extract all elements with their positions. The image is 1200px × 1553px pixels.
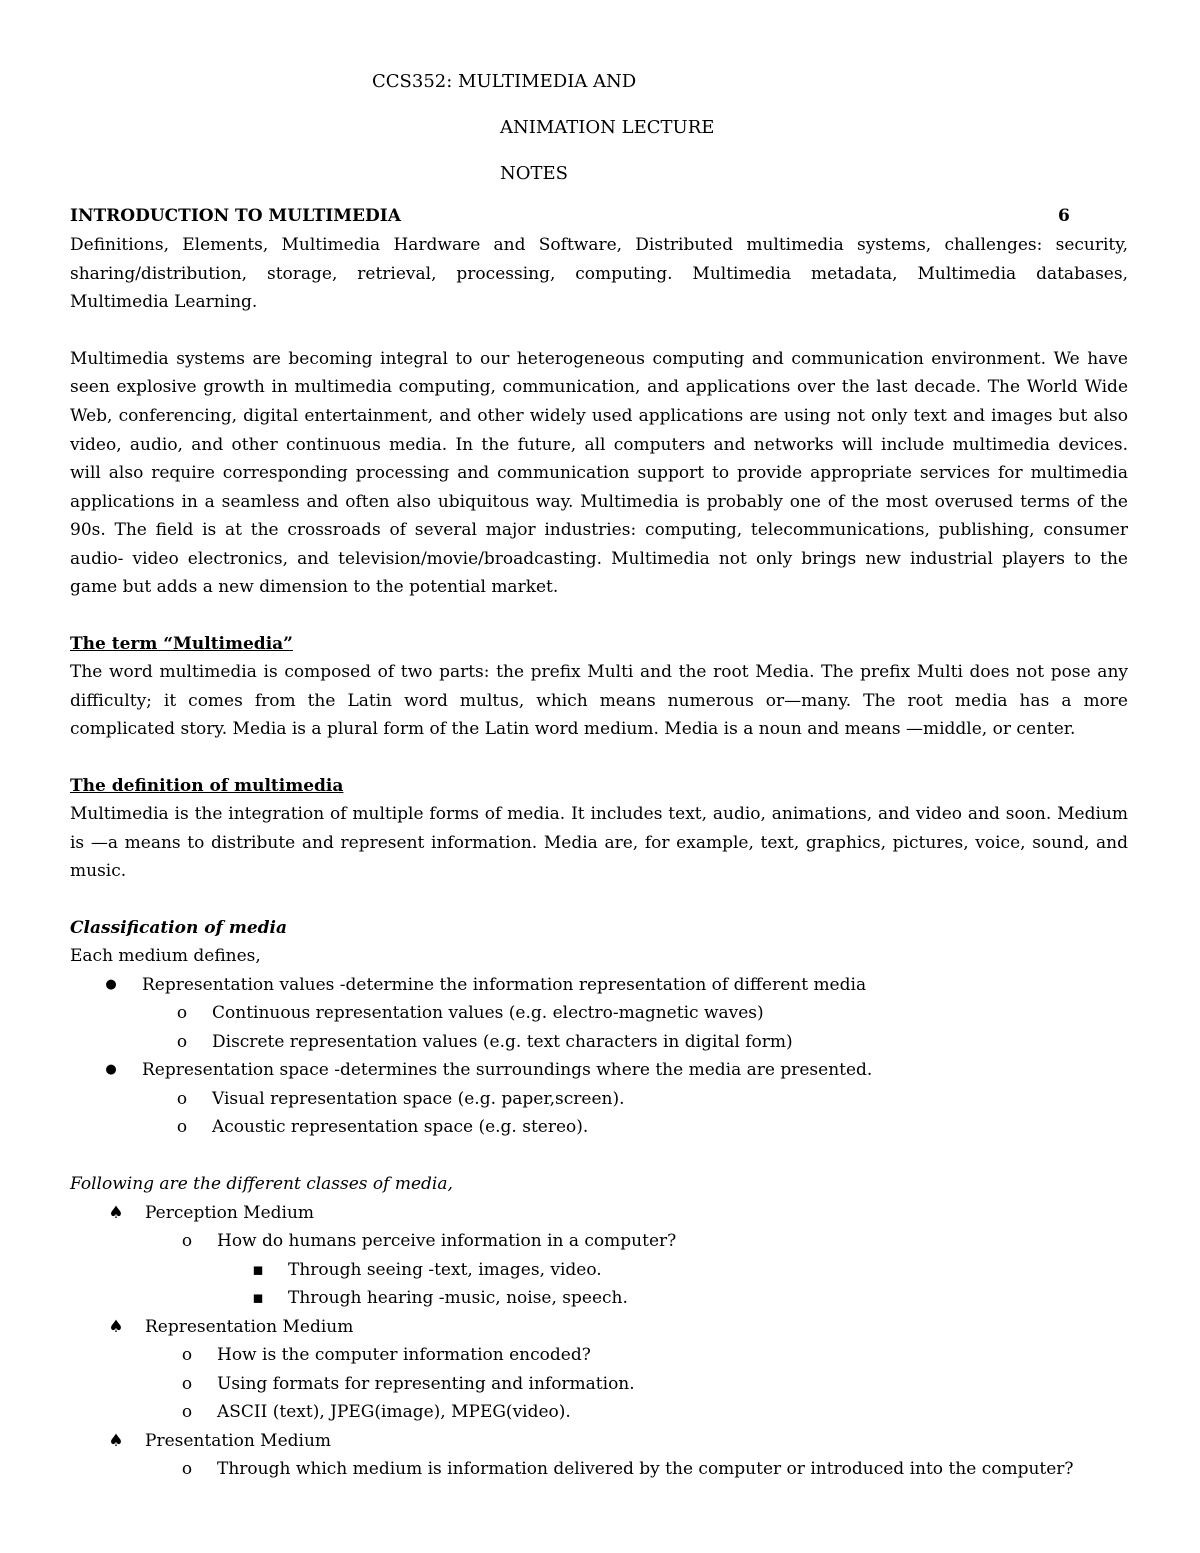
paragraph-line: Multimedia systems are becoming integral to our heterogeneous computing and communication environment. We have <box>70 349 1128 369</box>
title-line-2: ANIMATION LECTURE <box>500 117 715 138</box>
list-subitem: Visual representation space (e.g. paper,screen). <box>212 1089 625 1109</box>
square-bullet-icon: ▪ <box>252 1260 264 1280</box>
syllabus-line: sharing/distribution, storage, retrieval, processing, computing. Multimedia metadata, Multimedia databases, <box>70 264 1128 284</box>
bullet-icon: ● <box>105 977 117 992</box>
list-subitem: How is the computer information encoded? <box>217 1345 591 1365</box>
syllabus-line: Definitions, Elements, Multimedia Hardware and Software, Distributed multimedia systems, challenges: security, <box>70 235 1128 255</box>
list-subsubitem: Through seeing -text, images, video. <box>288 1260 602 1280</box>
paragraph-line: Multimedia is the integration of multiple forms of media. It includes text, audio, animations, and video and soon. Medium <box>70 804 1128 824</box>
list-subitem: Continuous representation values (e.g. electro-magnetic waves) <box>212 1003 764 1023</box>
paragraph-line: The word multimedia is composed of two parts: the prefix Multi and the root Media. The prefix Multi does not pose any <box>70 662 1128 682</box>
unit-heading: INTRODUCTION TO MULTIMEDIA <box>70 206 401 226</box>
paragraph-line: will also require corresponding processing and communication support to provide appropriate services for multimedia <box>70 463 1128 483</box>
list-item: Presentation Medium <box>145 1431 332 1451</box>
circle-bullet-icon: o <box>181 1402 193 1422</box>
list-item: Perception Medium <box>145 1203 315 1223</box>
paragraph-line: seen explosive growth in multimedia computing, communication, and applications over the last decade. The World Wide <box>70 377 1128 397</box>
paragraph-line: difficulty; it comes from the Latin word multus, which means numerous or—many. The root media has a more <box>70 691 1128 711</box>
circle-bullet-icon: o <box>176 1089 188 1109</box>
circle-bullet-icon: o <box>181 1374 193 1394</box>
paragraph-line: audio- video electronics, and television/movie/broadcasting. Multimedia not only brings new industrial players to the <box>70 549 1128 569</box>
paragraph-line: 90s. The field is at the crossroads of several major industries: computing, telecommunications, publishing, consumer <box>70 520 1128 540</box>
paragraph-line: video, audio, and other continuous media. In the future, all computers and networks will include multimedia devices. <box>70 435 1128 455</box>
spade-icon: ♠ <box>108 1203 124 1223</box>
circle-bullet-icon: o <box>176 1032 188 1052</box>
circle-bullet-icon: o <box>181 1345 193 1365</box>
bullet-icon: ● <box>105 1062 117 1077</box>
circle-bullet-icon: o <box>181 1459 193 1479</box>
square-bullet-icon: ▪ <box>252 1288 264 1308</box>
list-item: Representation values -determine the information representation of different media <box>142 975 867 995</box>
section-heading-classification: Classification of media <box>70 918 287 938</box>
list-subsubitem: Through hearing -music, noise, speech. <box>288 1288 628 1308</box>
list-item: Representation space -determines the surroundings where the media are presented. <box>142 1060 873 1080</box>
unit-hours: 6 <box>1058 206 1070 226</box>
list-subitem: Discrete representation values (e.g. text characters in digital form) <box>212 1032 793 1052</box>
list-intro-classes: Following are the different classes of media, <box>70 1174 453 1194</box>
circle-bullet-icon: o <box>176 1117 188 1137</box>
list-subitem: How do humans perceive information in a computer? <box>217 1231 677 1251</box>
paragraph-line: applications in a seamless and often also ubiquitous way. Multimedia is probably one of the most overused terms of the <box>70 492 1128 512</box>
paragraph-line: complicated story. Media is a plural form of the Latin word medium. Media is a noun and means —middle, or center. <box>70 719 1076 739</box>
list-subitem: Acoustic representation space (e.g. stereo). <box>212 1117 589 1137</box>
section-heading-definition: The definition of multimedia <box>70 776 344 796</box>
paragraph-line: Web, conferencing, digital entertainment, and other widely used applications are using not only text and images but also <box>70 406 1128 426</box>
paragraph-line: is —a means to distribute and represent information. Media are, for example, text, graphics, pictures, voice, sound, and <box>70 833 1128 853</box>
section-heading-term: The term “Multimedia” <box>70 634 293 654</box>
list-subitem: ASCII (text), JPEG(image), MPEG(video). <box>217 1402 571 1422</box>
paragraph-line: game but adds a new dimension to the potential market. <box>70 577 559 597</box>
circle-bullet-icon: o <box>181 1231 193 1251</box>
list-item: Representation Medium <box>145 1317 354 1337</box>
syllabus-line: Multimedia Learning. <box>70 292 258 312</box>
circle-bullet-icon: o <box>176 1003 188 1023</box>
list-subitem: Through which medium is information delivered by the computer or introduced into the computer? <box>217 1459 1074 1479</box>
spade-icon: ♠ <box>108 1431 124 1451</box>
list-intro: Each medium defines, <box>70 946 261 966</box>
title-line-1: CCS352: MULTIMEDIA AND <box>372 71 637 92</box>
list-subitem: Using formats for representing and information. <box>217 1374 635 1394</box>
title-line-3: NOTES <box>500 163 568 184</box>
spade-icon: ♠ <box>108 1317 124 1337</box>
paragraph-line: music. <box>70 861 127 881</box>
